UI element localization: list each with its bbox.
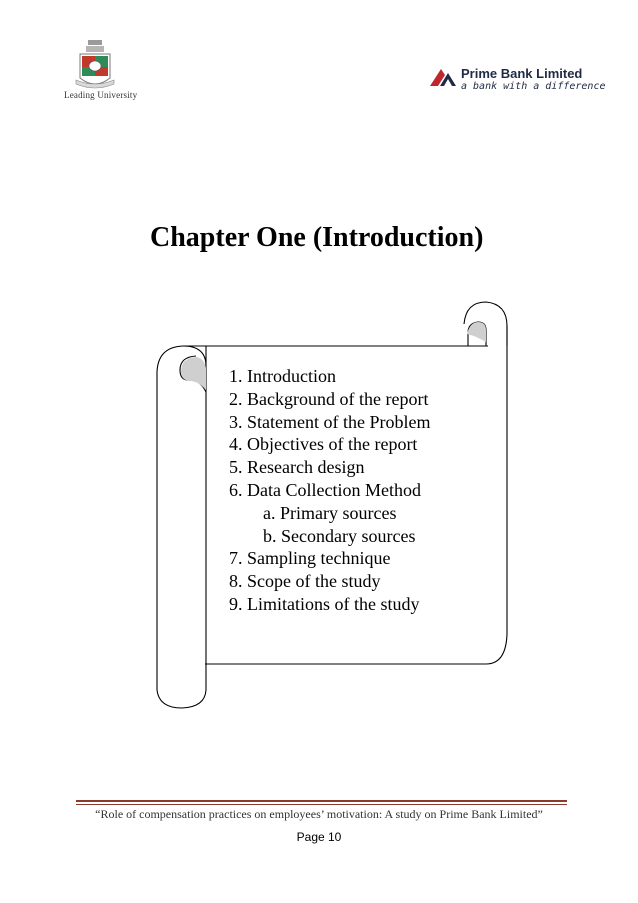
toc-item: 6. Data Collection Method [229, 479, 421, 500]
page-number: Page 10 [296, 830, 342, 844]
toc-item: 8. Scope of the study [229, 571, 381, 592]
footer-title: “Role of compensation practices on employees’ motivation: A study on Prime Bank Limited” [95, 807, 543, 821]
footer-divider [76, 800, 567, 802]
toc-item: 4. Objectives of the report [229, 434, 418, 455]
toc-list [229, 365, 499, 616]
toc-item: 2. Background of the report [229, 388, 429, 409]
university-name: Leading University [64, 90, 138, 100]
prime-bank-logo-icon [428, 66, 458, 90]
toc-subitem: a. Primary sources [263, 502, 397, 523]
bank-name: Prime Bank Limited [461, 66, 583, 81]
bank-tagline: a bank with a difference [461, 81, 606, 92]
toc-item: 9. Limitations of the study [229, 593, 420, 614]
toc-item: 1. Introduction [229, 366, 336, 386]
toc-item: 5. Research design [229, 457, 365, 478]
footer-divider-thin [76, 804, 567, 805]
toc-item: 3. Statement of the Problem [229, 411, 431, 432]
toc-item: 7. Sampling technique [229, 548, 391, 569]
chapter-title: Chapter One (Introduction) [150, 222, 484, 253]
toc-subitem: b. Secondary sources [263, 525, 416, 546]
